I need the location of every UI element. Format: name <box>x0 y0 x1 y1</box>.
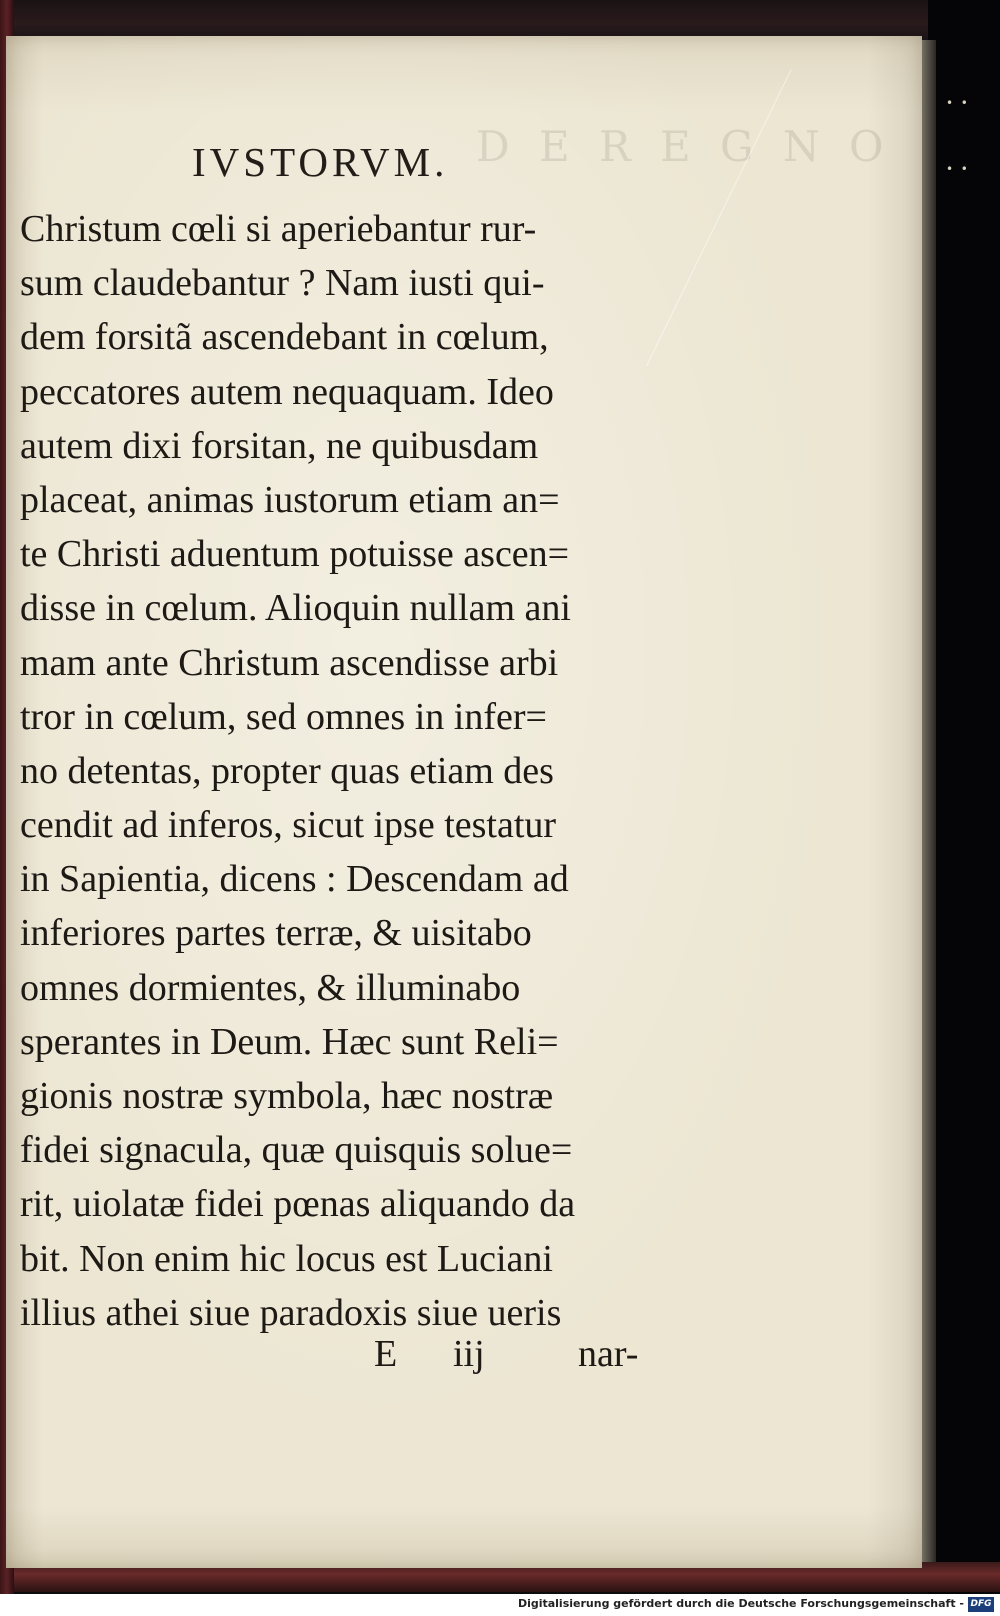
body-text <box>20 202 720 1340</box>
running-head: IVSTORVM. <box>192 139 449 185</box>
text-line: te Christi aduentum potuisse ascen= <box>20 533 570 576</box>
text-line: Christum cœli si aperiebantur rur- <box>20 208 537 250</box>
catchword: nar- <box>578 1333 639 1375</box>
text-line: mam ante Christum ascendisse arbi <box>20 641 559 684</box>
text-line: illius athei siue paradoxis siue ueris <box>20 1291 562 1334</box>
text-line: fidei signacula, quæ quisquis solue= <box>20 1129 573 1172</box>
text-line: omnes dormientes, & illuminabo <box>20 966 521 1009</box>
scanner-background <box>928 0 1000 1616</box>
signature-mark: E <box>374 1333 398 1375</box>
book-page <box>6 36 922 1568</box>
text-line: bit. Non enim hic locus est Luciani <box>20 1237 553 1280</box>
scanner-marks: • • • • <box>946 96 968 176</box>
credit-bar <box>0 1594 1000 1616</box>
show-through-text: D E R E G N O <box>476 122 892 171</box>
gathering-number: iij <box>453 1333 485 1375</box>
text-line: dem forsitã ascendebant in cœlum, <box>20 316 549 359</box>
text-line: disse in cœlum. Alioquin nullam ani <box>20 587 571 630</box>
dfg-logo-icon: DFG <box>968 1597 994 1612</box>
text-line: autem dixi forsitan, ne quibusdam <box>20 424 539 467</box>
text-line: in Sapientia, dicens : Descendam ad <box>20 858 569 901</box>
text-line: peccatores autem nequaquam. Ideo <box>20 370 554 413</box>
text-line: sum claudebantur ? Nam iusti qui- <box>20 262 545 305</box>
text-line: inferiores partes terræ, & uisitabo <box>20 912 532 955</box>
text-line: no detentas, propter quas etiam des <box>20 749 554 792</box>
text-line: gionis nostræ symbola, hæc nostræ <box>20 1075 554 1117</box>
text-line: placeat, animas iustorum etiam an= <box>20 478 560 521</box>
text-line: cendit ad inferos, sicut ipse testatur <box>20 804 557 847</box>
book-top-edge <box>0 0 1000 40</box>
text-line: rit, uiolatæ fidei pœnas aliquando da <box>20 1183 576 1226</box>
page-footer <box>6 1332 686 1382</box>
text-line: tror in cœlum, sed omnes in infer= <box>20 695 547 738</box>
digitization-credit: Digitalisierung gefördert durch die Deutsche Forschungsgemeinschaft - <box>517 1597 964 1610</box>
text-line: sperantes in Deum. Hæc sunt Reli= <box>20 1020 559 1063</box>
